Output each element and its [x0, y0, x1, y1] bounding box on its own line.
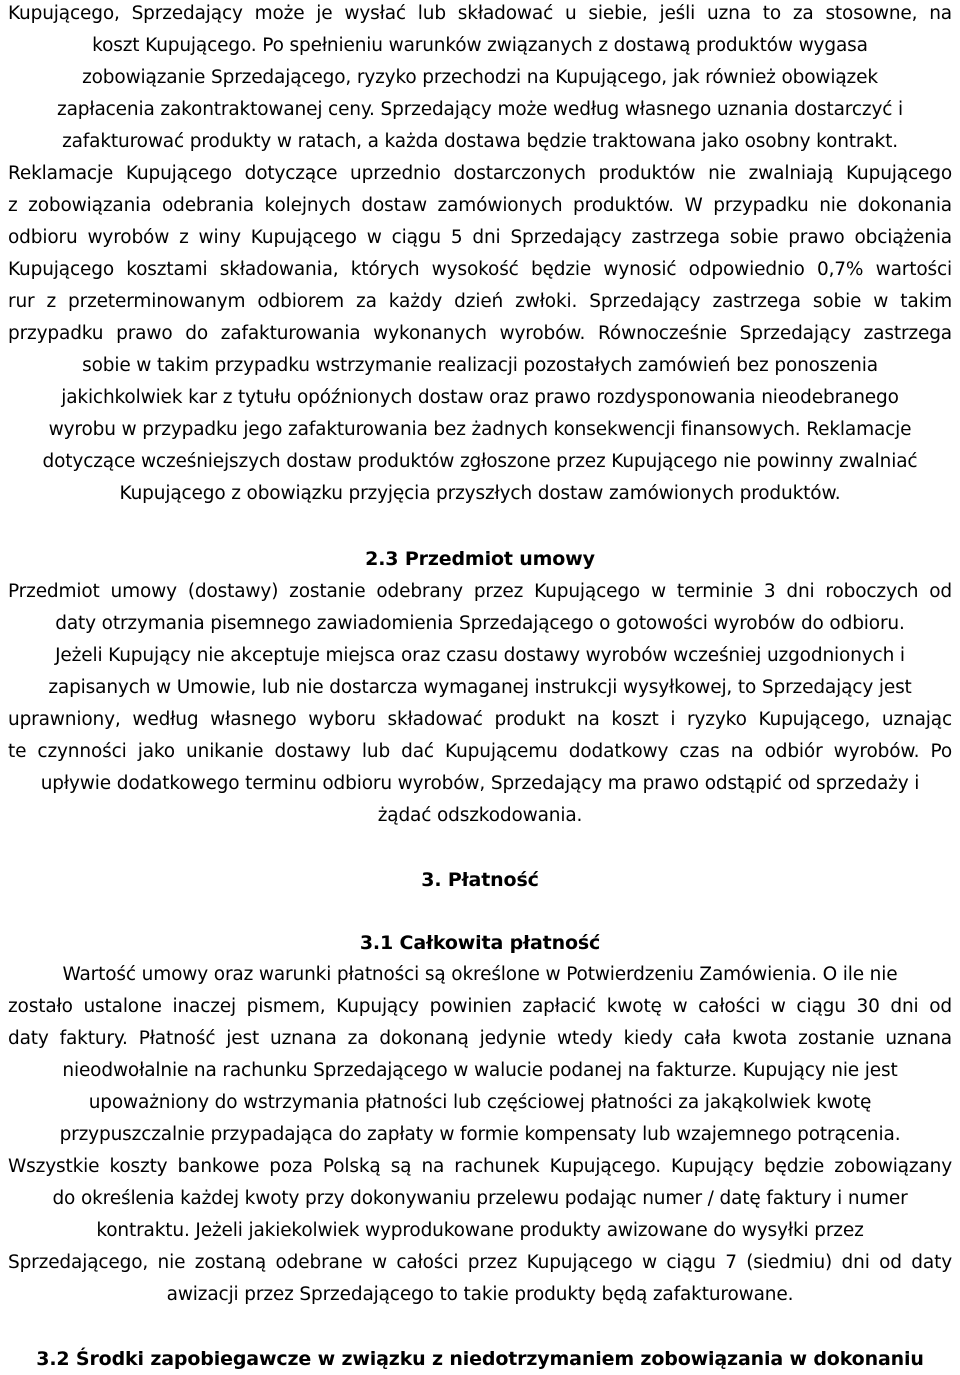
section-heading: 3.2 Środki zapobiegawcze w związku z niedotrzymaniem zobowiązania w dokonaniu: [36, 1348, 924, 1370]
text-line: te czynności jako unikanie dostawy lub dać Kupującemu dodatkowy czas na odbiór wyrobów. Po: [8, 741, 952, 762]
text-line: uprawniony, według własnego wyboru składować produkt na koszt i ryzyko Kupującego, uznając: [8, 709, 952, 730]
text-line: zafakturować produkty w ratach, a każda dostawa będzie traktowana jako osobny kontrakt.: [62, 131, 898, 152]
text-line: wyrobu w przypadku jego zafakturowania bez żadnych konsekwencji finansowych. Reklamacje: [48, 419, 912, 440]
text-line: zobowiązanie Sprzedającego, ryzyko przechodzi na Kupującego, jak również obowiązek: [82, 67, 878, 88]
text-line: zapłacenia zakontraktowanej ceny. Sprzedający może według własnego uznania dostarczyć i: [57, 99, 903, 120]
text-line: Wszystkie koszty bankowe poza Polską są na rachunek Kupującego. Kupujący będzie zobowiązany: [8, 1156, 952, 1177]
text-line: przypadku prawo do zafakturowania wykonanych wyrobów. Równocześnie Sprzedający zastrzega: [8, 323, 952, 344]
text-line: odbioru wyrobów z winy Kupującego w ciągu 5 dni Sprzedający zastrzega sobie prawo obciążenia: [8, 227, 952, 248]
text-line: Jeżeli Kupujący nie akceptuje miejsca oraz czasu dostawy wyrobów wcześniej uzgodnionych i: [55, 645, 905, 666]
text-line: dotyczące wcześniejszych dostaw produktów zgłoszone przez Kupującego nie powinny zwalniać: [42, 451, 918, 472]
text-line: do określenia każdej kwoty przy dokonywaniu przelewu podając numer / datę faktury i numer: [52, 1188, 908, 1209]
text-line: awizacji przez Sprzedającego to takie produkty będą zafakturowane.: [166, 1284, 794, 1305]
text-line: przypuszczalnie przypadająca do zapłaty w formie kompensaty lub wzajemnego potrącenia.: [59, 1124, 901, 1145]
text-line: daty otrzymania pisemnego zawiadomienia Sprzedającego o gotowości wyrobów do odbioru.: [55, 613, 905, 634]
text-line: daty faktury. Płatność jest uznana za dokonaną jedynie wtedy kiedy cała kwota zostanie uznana: [8, 1028, 952, 1049]
text-line: sobie w takim przypadku wstrzymanie realizacji pozostałych zamówień bez ponoszenia: [82, 355, 878, 376]
text-line: Sprzedającego, nie zostaną odebrane w całości przez Kupującego w ciągu 7 (siedmiu) dni od daty: [8, 1252, 952, 1273]
text-line: żądać odszkodowania.: [377, 805, 583, 826]
section-heading: 3. Płatność: [421, 869, 539, 891]
section-heading: 3.1 Całkowita płatność: [359, 932, 601, 954]
text-line: Wartość umowy oraz warunki płatności są określone w Potwierdzeniu Zamówienia. O ile nie: [62, 964, 898, 985]
text-line: kontraktu. Jeżeli jakiekolwiek wyprodukowane produkty awizowane do wysyłki przez: [96, 1220, 864, 1241]
text-line: zapisanych w Umowie, lub nie dostarcza wymaganej instrukcji wysyłkowej, to Sprzedający jest: [48, 677, 912, 698]
text-line: Reklamacje Kupującego dotyczące uprzednio dostarczonych produktów nie zwalniają Kupującego: [8, 163, 952, 184]
text-line: Przedmiot umowy (dostawy) zostanie odebrany przez Kupującego w terminie 3 dni roboczych od: [8, 581, 952, 602]
text-line: Kupującego kosztami składowania, których wysokość będzie wynosić odpowiednio 0,7% wartości: [8, 259, 952, 280]
text-line: jakichkolwiek kar z tytułu opóźnionych dostaw oraz prawo rozdysponowania nieodebranego: [61, 387, 899, 408]
text-line: upoważniony do wstrzymania płatności lub częściowej płatności za jakąkolwiek kwotę: [88, 1092, 872, 1113]
text-line: upływie dodatkowego terminu odbioru wyrobów, Sprzedający ma prawo odstąpić od sprzedaży i: [40, 773, 920, 794]
text-line: nieodwołalnie na rachunku Sprzedającego w walucie podanej na fakturze. Kupujący nie jest: [62, 1060, 898, 1081]
text-line: rur z przeterminowanym odbiorem za każdy dzień zwłoki. Sprzedający zastrzega sobie w takim: [8, 291, 952, 312]
text-line: Kupującego z obowiązku przyjęcia przyszłych dostaw zamówionych produktów.: [119, 483, 841, 504]
text-line: Kupującego, Sprzedający może je wysłać lub składować u siebie, jeśli uzna to za stosowne, na: [8, 3, 952, 24]
section-heading: 2.3 Przedmiot umowy: [365, 548, 595, 570]
text-line: z zobowiązania odebrania kolejnych dostaw zamówionych produktów. W przypadku nie dokonania: [8, 195, 952, 216]
text-line: zostało ustalone inaczej pismem, Kupujący powinien zapłacić kwotę w całości w ciągu 30 dni od: [8, 996, 952, 1017]
text-line: koszt Kupującego. Po spełnieniu warunków związanych z dostawą produktów wygasa: [92, 35, 868, 56]
